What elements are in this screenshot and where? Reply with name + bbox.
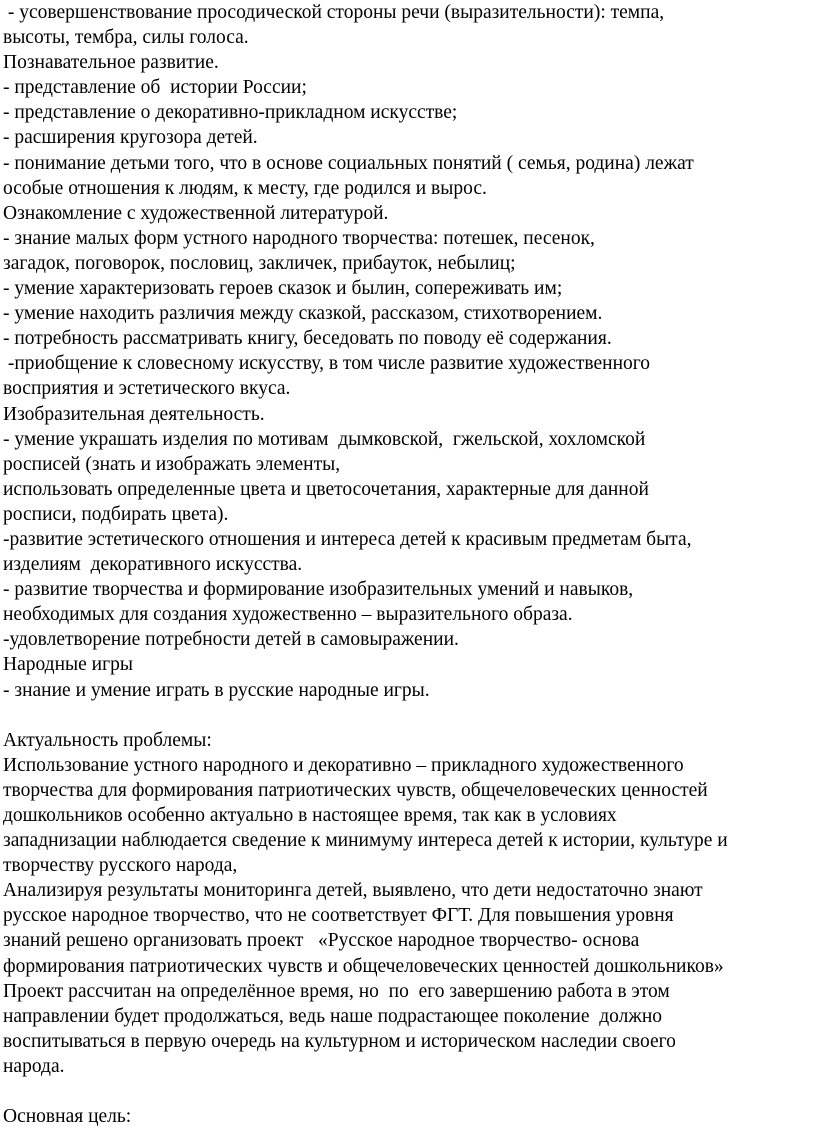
text-line: - представление об истории России; xyxy=(3,77,307,99)
text-line: - знание малых форм устного народного творчества: потешек, песенок, xyxy=(3,227,595,249)
text-line: - умение украшать изделия по мотивам дымковской, гжельской, хохломской xyxy=(3,428,646,450)
text-line: - представление о декоративно-прикладном искусстве; xyxy=(3,102,458,124)
text-line: направлении будет продолжаться, ведь наше подрастающее поколение должно xyxy=(3,1005,663,1027)
text-line: знаний решено организовать проект «Русское народное творчество- основа xyxy=(3,930,640,952)
text-line: необходимых для создания художественно – выразительного образа. xyxy=(3,604,573,626)
text-line: особые отношения к людям, к месту, где родился и вырос. xyxy=(3,177,487,199)
text-line: Использование устного народного и декоративно – прикладного художественного xyxy=(3,754,684,776)
text-line: - умение характеризовать героев сказок и былин, сопереживать им; xyxy=(3,278,563,300)
text-line: росписей (знать и изображать элементы, xyxy=(3,453,341,475)
text-line: Ознакомление с художественной литературой. xyxy=(3,202,389,224)
text-line xyxy=(3,1079,815,1104)
text-line: высоты, тембра, силы голоса. xyxy=(3,27,249,49)
text-line: Изобразительная деятельность. xyxy=(3,403,265,425)
text-line: Анализируя результаты мониторинга детей, выявлено, что дети недостаточно знают xyxy=(3,880,703,902)
text-line: использовать определенные цвета и цветосочетания, характерные для данной xyxy=(3,478,649,500)
text-line: дошкольников особенно актуально в настоящее время, так как в условиях xyxy=(3,805,617,826)
text-line: народа. xyxy=(3,1055,65,1077)
text-line: творчества для формирования патриотических чувств, общечеловеческих ценностей xyxy=(3,779,708,801)
text-line: -приобщение к словесному искусству, в том числе развитие художественного xyxy=(3,353,651,375)
text-line: -развитие эстетического отношения и интереса детей к красивым предметам быта, xyxy=(3,528,692,550)
text-line: Познавательное развитие. xyxy=(3,52,219,74)
text-line: - умение находить различия между сказкой, рассказом, стихотворением. xyxy=(3,303,603,325)
text-line: восприятия и эстетического вкуса. xyxy=(3,378,291,400)
text-line: изделиям декоративного искусства. xyxy=(3,554,303,576)
text-line: воспитываться в первую очередь на культурном и историческом наследии своего xyxy=(3,1030,676,1052)
text-line: русское народное творчество, что не соответствует ФГТ. Для повышения уровня xyxy=(3,905,674,927)
text-line: загадок, поговорок, пословиц, закличек, прибауток, небылиц; xyxy=(3,252,516,274)
text-line: - потребность рассматривать книгу, беседовать по поводу её содержания. xyxy=(3,328,612,350)
text-line: западнизации наблюдается сведение к минимуму интереса детей к истории, культуре и xyxy=(3,830,728,852)
text-line: - расширения кругозора детей. xyxy=(3,127,258,149)
text-line: - знание и умение играть в русские народные игры. xyxy=(3,679,430,701)
text-line: -удовлетворение потребности детей в самовыражении. xyxy=(3,629,459,651)
text-line: Народные игры xyxy=(3,654,133,676)
text-line: - развитие творчества и формирование изобразительных умений и навыков, xyxy=(3,579,634,601)
text-line: - понимание детьми того, что в основе социальных понятий ( семья, родина) лежат xyxy=(3,152,694,174)
text-line: Проект рассчитан на определённое время, но по его завершению работа в этом xyxy=(3,980,670,1002)
document-body xyxy=(3,0,815,1129)
text-line: росписи, подбирать цвета). xyxy=(3,503,229,525)
text-line xyxy=(3,703,815,728)
text-line: формирования патриотических чувств и общечеловеческих ценностей дошкольников» xyxy=(3,955,724,977)
text-line: Актуальность проблемы: xyxy=(3,729,212,751)
text-line: - усовершенствование просодической стороны речи (выразительности): темпа, xyxy=(3,2,665,23)
text-line: Основная цель: xyxy=(3,1106,132,1128)
text-line: творчеству русского народа, xyxy=(3,855,238,877)
